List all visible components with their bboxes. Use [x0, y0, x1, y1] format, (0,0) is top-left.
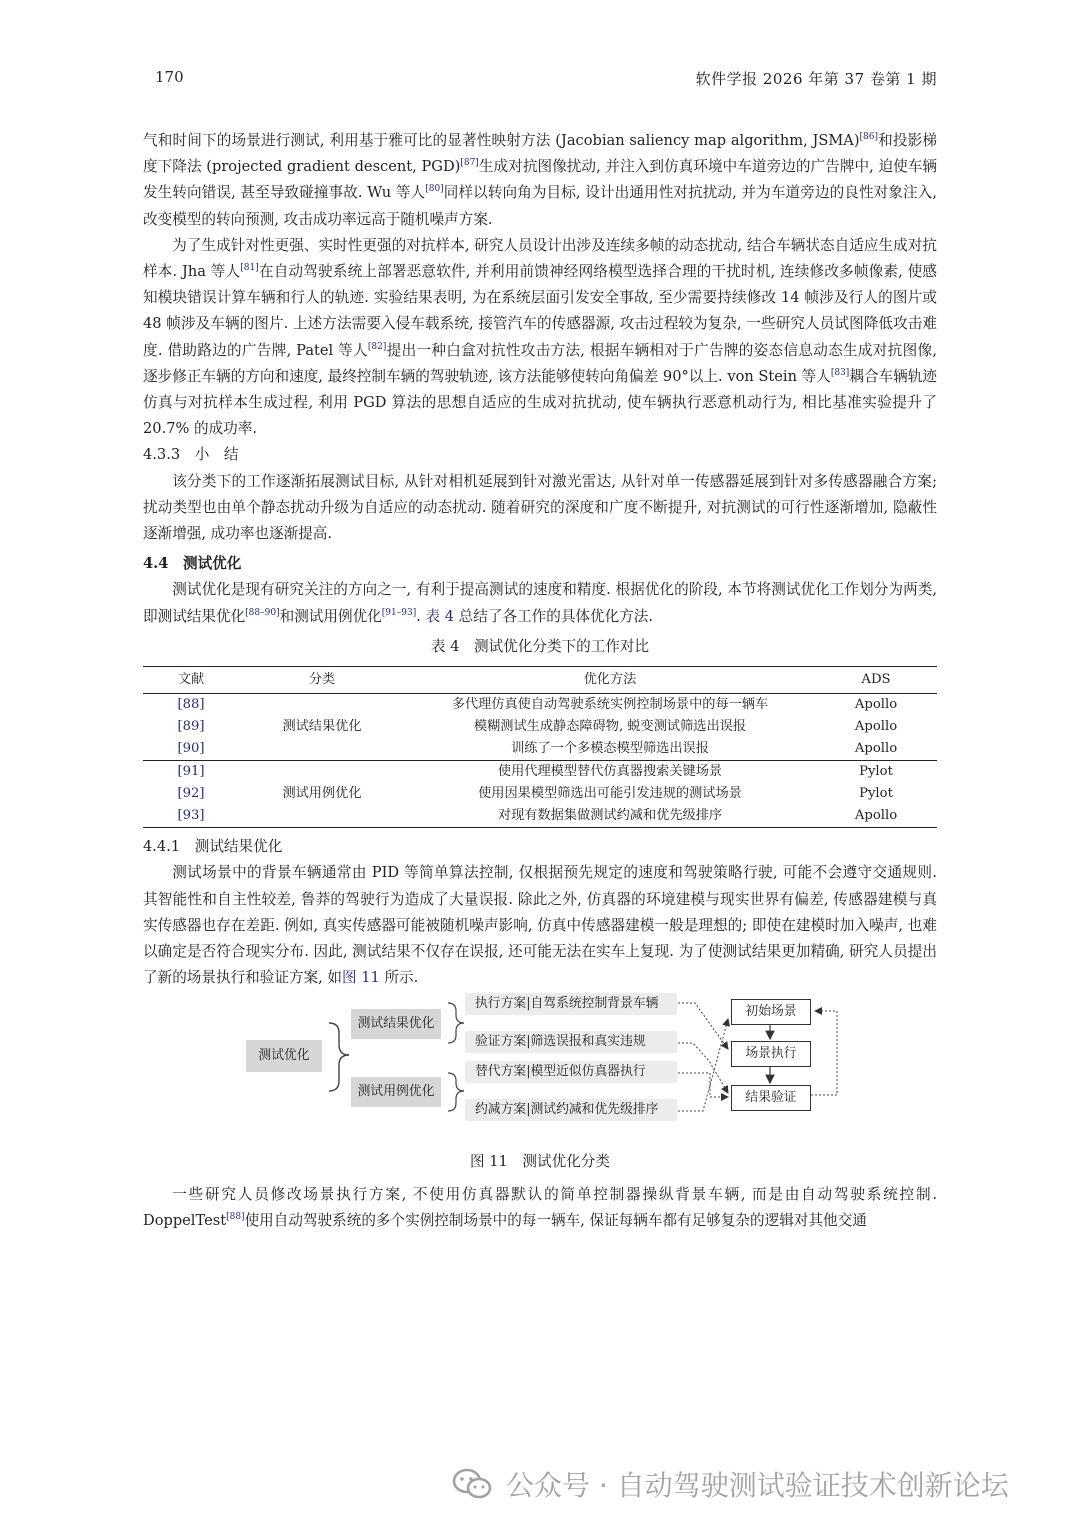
text-run: 提出一种白盒对抗性攻击方法, 根据车辆相对于广告牌的姿态信息动态生成对抗图像, 逐步修正车辆的方向和速度, 最终控制车辆的驾驶轨迹, 该方法能够使转向角偏差 90°以上. von Stein 等人: [143, 341, 937, 385]
table-row: [143, 694, 937, 717]
table-row: [143, 761, 937, 784]
paragraph-4: [143, 577, 937, 629]
flow-scene-execution: 场景执行: [731, 1041, 811, 1067]
ads-cell: Pylot: [859, 786, 893, 802]
leaf-execution-scheme: 执行方案|自驾系统控制背景车辆: [465, 993, 677, 1015]
text-run: 同样以转向角为目标, 设计出通用性对抗扰动, 并为车道旁边的良性对象注入, 改变模型的转向预测, 攻击成功率远高于随机噪声方案.: [143, 184, 937, 228]
paragraph-3: 该分类下的工作逐渐拓展测试目标, 从针对相机延展到针对激光雷达, 从针对单一传感器延展到针对多传感器融合方案; 扰动类型也由单个静态扰动升级为自适应的动态扰动. 随着研究的深度和广度不断提升, 对抗测试的可行性逐渐增加, 隐蔽性逐渐增强, 成功率也逐渐提高.: [143, 472, 937, 543]
journal-title: 软件学报 2026 年第 37 卷第 1 期: [695, 70, 937, 88]
method-cell: 模糊测试生成静态障碍物, 蜕变测试筛选出误报: [473, 719, 747, 735]
root-node: 测试优化: [246, 1040, 322, 1072]
method-cell: 训练了一个多模态模型筛选出误报: [405, 738, 815, 761]
table-header-row: [143, 667, 937, 694]
branch-case-optimization: 测试用例优化: [351, 1077, 441, 1107]
flow-result-verification: 结果验证: [731, 1085, 811, 1111]
ref-cell[interactable]: [91]: [177, 764, 205, 780]
table-4-caption: 表 4 测试优化分类下的工作对比: [430, 637, 650, 655]
text-run: 和测试用例优化: [279, 607, 382, 625]
text-run: 一些研究人员修改场景执行方案, 不使用仿真器默认的简单控制器操纵背景车辆, 而是由自动驾驶系统控制. DoppelTest: [143, 1185, 937, 1229]
citation[interactable]: [82]: [367, 341, 387, 352]
citation[interactable]: [88]: [226, 1212, 245, 1223]
watermark: [452, 1462, 1009, 1506]
ref-cell[interactable]: [88]: [177, 697, 205, 713]
figure-11-diagram: [143, 993, 937, 1143]
page-number: 170: [155, 68, 184, 86]
citation[interactable]: [87]: [460, 158, 479, 169]
ref-cell[interactable]: [93]: [143, 805, 239, 828]
text-run: 为了生成针对性更强、实时性更强的对抗样本, 研究人员设计出涉及连续多帧的动态扰动, 结合车辆状态自适应生成对抗样本. Jha 等人: [143, 236, 937, 281]
method-cell: 多代理仿真使自动驾驶系统实例控制场景中的每一辆车: [451, 697, 769, 713]
ads-cell: Pylot: [859, 764, 893, 780]
figure-11-link[interactable]: 图 11: [342, 969, 380, 987]
paragraph-2: [143, 233, 937, 443]
ref-cell[interactable]: [92]: [177, 786, 205, 802]
text-run: 在自动驾驶系统上部署恶意软件, 并利用前馈神经网络模型选择合理的干扰时机, 连续修改多帧像素, 使感知模块错误计算车辆和行人的轨迹. 实验结果表明, 为在系统层面引发安全事故, 至少需要持续修改 14 帧涉及行人的图片或 48 帧涉及车辆的图片. 上述方法需要入侵车载系统, 接管汽车的传感器源, 攻击过程较为复杂, 一些研究人员试图降低攻击难度. 借助路边的广告牌, Patel 等人: [143, 263, 937, 359]
method-cell: 使用代理模型替代仿真器搜索关键场景: [497, 764, 723, 780]
citation[interactable]: [83]: [830, 367, 850, 378]
page-header: [143, 68, 937, 90]
leaf-verification-scheme: 验证方案|筛选误报和真实违规: [465, 1031, 677, 1053]
section-heading-4-4-1: 4.4.1 测试结果优化: [143, 838, 283, 856]
text-run: 使用自动驾驶系统的多个实例控制场景中的每一辆车, 保证每辆车都有足够复杂的逻辑对其他交通: [244, 1211, 867, 1229]
ref-cell[interactable]: [89]: [177, 719, 205, 735]
table-4: [143, 666, 937, 828]
category-cell: 测试结果优化: [239, 694, 405, 761]
text-run: 总结了各工作的具体优化方法.: [454, 607, 654, 625]
col-header-ref: 文献: [143, 667, 239, 694]
text-run: 耦合车辆轨迹仿真与对抗样本生成过程, 利用 PGD 算法的思想自适应的生成对抗扰动, 使车辆执行恶意机动行为, 相比基准实验提升了 20.7% 的成功率.: [143, 367, 937, 438]
section-heading-4-4: 4.4 测试优化: [143, 555, 242, 573]
text-run: 生成对抗图像扰动, 并注入到仿真环境中车道旁边的广告牌中, 迫使车辆发生转向错误, 甚至导致碰撞事故. Wu 等人: [143, 158, 937, 202]
ads-cell: Apollo: [854, 719, 898, 735]
branch-result-optimization: 测试结果优化: [351, 1009, 441, 1039]
text-run: 测试优化是现有研究关注的方向之一, 有利于提高测试的速度和精度. 根据优化的阶段, 本节将测试优化工作划分为两类, 即测试结果优化: [143, 581, 937, 625]
ref-cell[interactable]: [90]: [143, 738, 239, 761]
watermark-text: 公众号 · 自动驾驶测试验证技术创新论坛: [506, 1469, 1009, 1502]
text-run: .: [416, 607, 426, 625]
section-heading-4-3-3: 4.3.3 小 结: [143, 446, 239, 464]
citation[interactable]: [86]: [859, 132, 879, 143]
text-run: 测试场景中的背景车辆通常由 PID 等简单算法控制, 仅根据预先规定的速度和驾驶策略行驶, 可能不会遵守交通规则. 其智能性和自主性较差, 鲁莽的驾驶行为造成了大量误报. 除此之外, 仿真器的环境建模与现实世界有偏差, 传感器建模与真实传感器也存在差距. 例如, 真实传感器可能被随机噪声影响, 仿真中传感器建模一般是理想的; 即使在建模时加入噪声, 也难以确定是否符合现实分布. 因此, 测试结果不仅存在误报, 还可能无法在实车上复现. 为了使测试结果更加精确, 研究人员提出了新的场景执行和验证方案, 如: [143, 864, 937, 987]
col-header-category: 分类: [239, 667, 405, 694]
text-run: 所示.: [379, 969, 419, 987]
method-cell: 使用因果模型筛选出可能引发违规的测试场景: [478, 786, 742, 802]
col-header-ads: ADS: [815, 667, 937, 694]
ads-cell: Apollo: [815, 738, 937, 761]
category-cell: 测试用例优化: [239, 761, 405, 828]
paragraph-6: [143, 1182, 937, 1234]
wechat-icon: [452, 1467, 492, 1501]
text-run: 和投影梯度下降法 (projected gradient descent, PGD): [143, 132, 937, 176]
leaf-reduction-scheme: 约减方案|测试约减和优先级排序: [465, 1099, 677, 1121]
ads-cell: Apollo: [854, 697, 898, 713]
paragraph-5: [143, 860, 937, 991]
text-run: 气和时间下的场景进行测试, 利用基于雅可比的显著性映射方法 (Jacobian saliency map algorithm, JSMA): [143, 132, 860, 149]
figure-11-caption: 图 11 测试优化分类: [470, 1153, 610, 1171]
flow-initial-scene: 初始场景: [731, 999, 811, 1025]
citation[interactable]: [80]: [425, 184, 444, 195]
citation[interactable]: [81]: [240, 263, 259, 274]
method-cell: 对现有数据集做测试约减和优先级排序: [405, 805, 815, 828]
table-4-link[interactable]: 表 4: [425, 607, 455, 625]
leaf-substitution-scheme: 替代方案|模型近似仿真器执行: [465, 1061, 677, 1083]
citation[interactable]: [91–93]: [381, 607, 417, 618]
paragraph-1: [143, 128, 937, 233]
ads-cell: Apollo: [815, 805, 937, 828]
page-body: [143, 128, 937, 1234]
col-header-method: 优化方法: [405, 667, 815, 694]
citation[interactable]: [88–90]: [245, 607, 280, 618]
